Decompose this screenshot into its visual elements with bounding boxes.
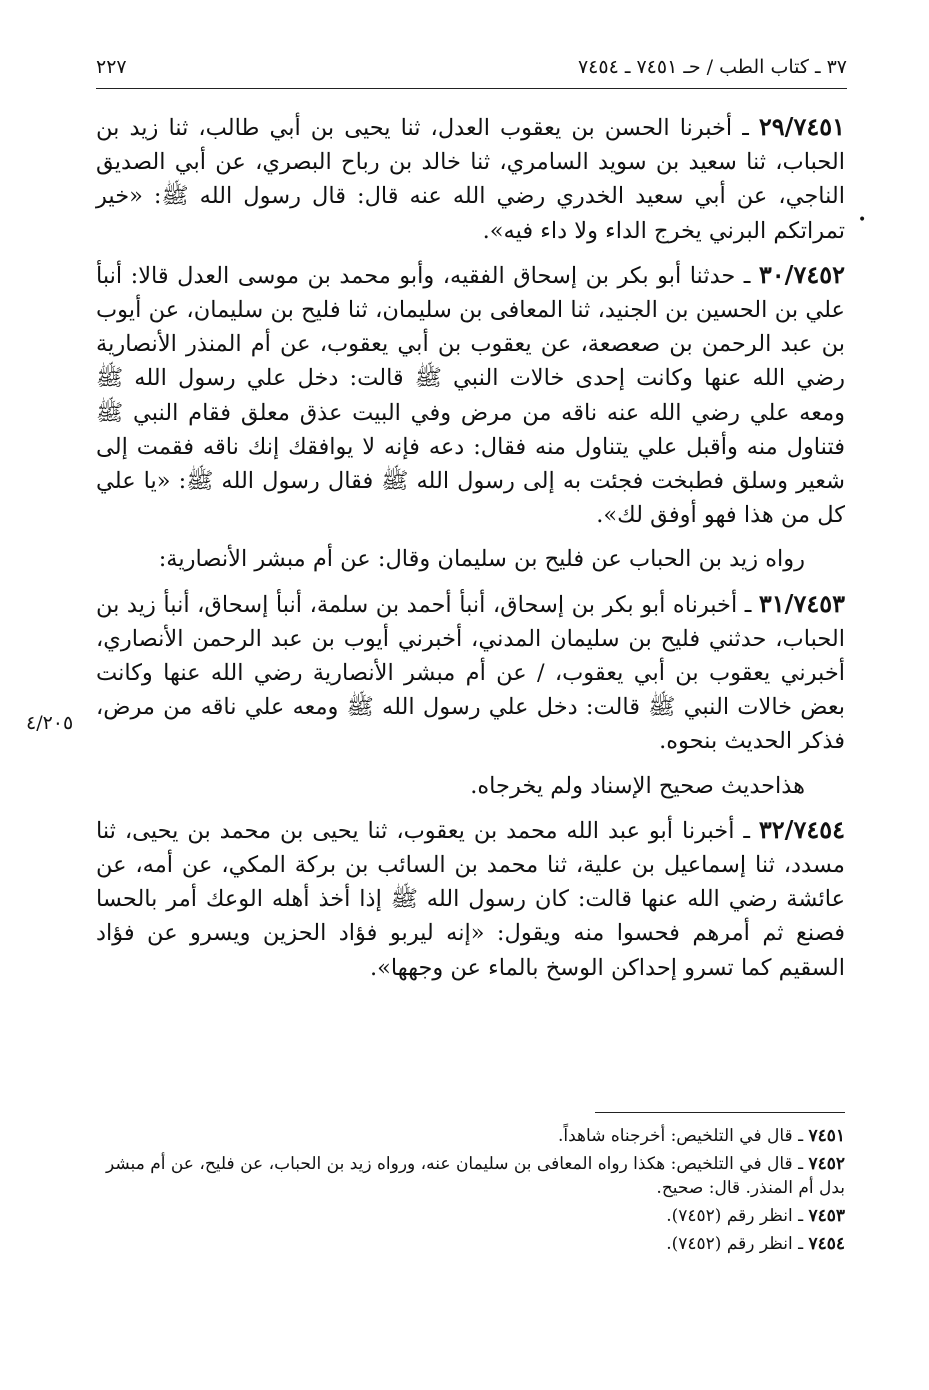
footnote-7454 <box>100 1232 845 1256</box>
footnote-number: ٧٤٥٢ <box>808 1154 845 1174</box>
hadith-text: ـ أخبرنا أبو عبد الله محمد بن يعقوب، ثنا يحيى بن محمد بن يحيى، ثنا مسدد، ثنا إسماعيل بن علية، ثنا محمد بن السائب بن بركة المكي، عن أمه، عن عائشة رضي الله عنها قالت: كان رسول الله ﷺ إذا أخذ أهله الوعك أمر بالحسا فصنع ثم أمرهم فحسوا منه ويقول: «إنه ليربو فؤاد الحزين ويسرو عن فؤاد السقيم كما تسرو إحداكن الوسخ بالماء عن وجهها». <box>96 817 845 981</box>
footnote-7451 <box>100 1124 845 1148</box>
footnote-7452 <box>100 1152 845 1200</box>
hadith-text: ـ أخبرناه أبو بكر بن إسحاق، أنبأ أحمد بن سلمة، أنبأ إسحاق، أنبأ زيد بن الحباب، حدثني فليح بن سليمان المدني، أخبرني أيوب بن عبد الرحمن الأنصاري، أخبرني يعقوب بن أبي يعقوب، / عن أم مبشر الأنصارية رضي الله عنها وكانت بعض خالات النبي ﷺ قالت: دخل علي رسول الله ﷺ ومعه علي ناقه من مرض، فذكر الحديث بنحوه. <box>96 591 845 755</box>
footnote-divider <box>595 1112 845 1113</box>
hadith-text: ـ أخبرنا الحسن بن يعقوب العدل، ثنا يحيى بن أبي طالب، ثنا زيد بن الحباب، ثنا سعيد بن سويد السامري، ثنا خالد بن رباح البصري، عن أبي الصديق الناجي، عن أبي سعيد الخدري رضي الله عنه قال: قال رسول الله ﷺ: «خير تمراتكم البرني يخرج الداء ولا داء فيه». <box>96 115 845 244</box>
running-header <box>96 56 847 89</box>
note-text: رواه زيد بن الحباب عن فليح بن سليمان وقال: عن أم مبشر الأنصارية: <box>158 546 805 573</box>
note-text: هذاحديث صحيح الإسناد ولم يخرجاه. <box>470 772 805 799</box>
hadith-7451 <box>96 110 845 248</box>
hadith-number: ٣١/٧٤٥٣ <box>758 588 845 618</box>
footnote-text: ـ انظر رقم (٧٤٥٢). <box>666 1206 804 1226</box>
footnote-number: ٧٤٥١ <box>808 1126 845 1146</box>
footnote-text: ـ انظر رقم (٧٤٥٢). <box>666 1234 804 1254</box>
footnote-text: ـ قال في التلخيص: هكذا رواه المعافى بن سليمان عنه، ورواه زيد بن الحباب، عن فليح، عن أم مبشر بدل أم المنذر. قال: صحيح. <box>106 1154 845 1198</box>
footnote-text: ـ قال في التلخيص: أخرجناه شاهداً. <box>558 1126 804 1146</box>
header-title: ٣٧ ـ كتاب الطب / حـ ٧٤٥١ ـ ٧٤٥٤ <box>577 56 847 78</box>
hadith-number: ٣٠/٧٤٥٢ <box>758 259 845 289</box>
grading-note <box>96 769 845 803</box>
hadith-text: ـ حدثنا أبو بكر بن إسحاق الفقيه، وأبو محمد بن موسى العدل قالا: أنبأ علي بن الحسين بن الجنيد، ثنا المعافى بن سليمان، ثنا فليح بن سليمان، عن أيوب بن عبد الرحمن بن صعصعة، عن يعقوب بن أبي يعقوب، عن أم المنذر الأنصارية رضي الله عنها وكانت إحدى خالات النبي ﷺ قالت: دخل علي رسول الله ﷺ ومعه علي رضي الله عنه ناقه من مرض وفي البيت عذق معلق فقام النبي ﷺ فتناول منه وأقبل علي يتناول منه فقال: دعه فإنه لا يوافقك إنك ناقه فقمت إلى شعير وسلق فطبخت فجئت به إلى رسول الله ﷺ فقال رسول الله ﷺ: «يا علي كل من هذا فهو أوفق لك». <box>96 262 845 529</box>
hadith-7452 <box>96 258 845 533</box>
main-text <box>96 110 845 995</box>
narration-note <box>96 542 845 576</box>
footnote-7453 <box>100 1204 845 1228</box>
hadith-7454 <box>96 813 845 985</box>
margin-mark: • <box>858 212 867 228</box>
footnote-number: ٧٤٥٤ <box>808 1234 845 1254</box>
manuscript-margin-reference: ٤/٢٠٥ <box>26 712 74 734</box>
page-number: ٢٢٧ <box>96 56 127 78</box>
hadith-number: ٣٢/٧٤٥٤ <box>758 814 845 844</box>
footnote-number: ٧٤٥٣ <box>808 1206 845 1226</box>
hadith-7453 <box>96 587 845 759</box>
footnotes <box>100 1124 845 1260</box>
hadith-number: ٢٩/٧٤٥١ <box>758 112 845 141</box>
